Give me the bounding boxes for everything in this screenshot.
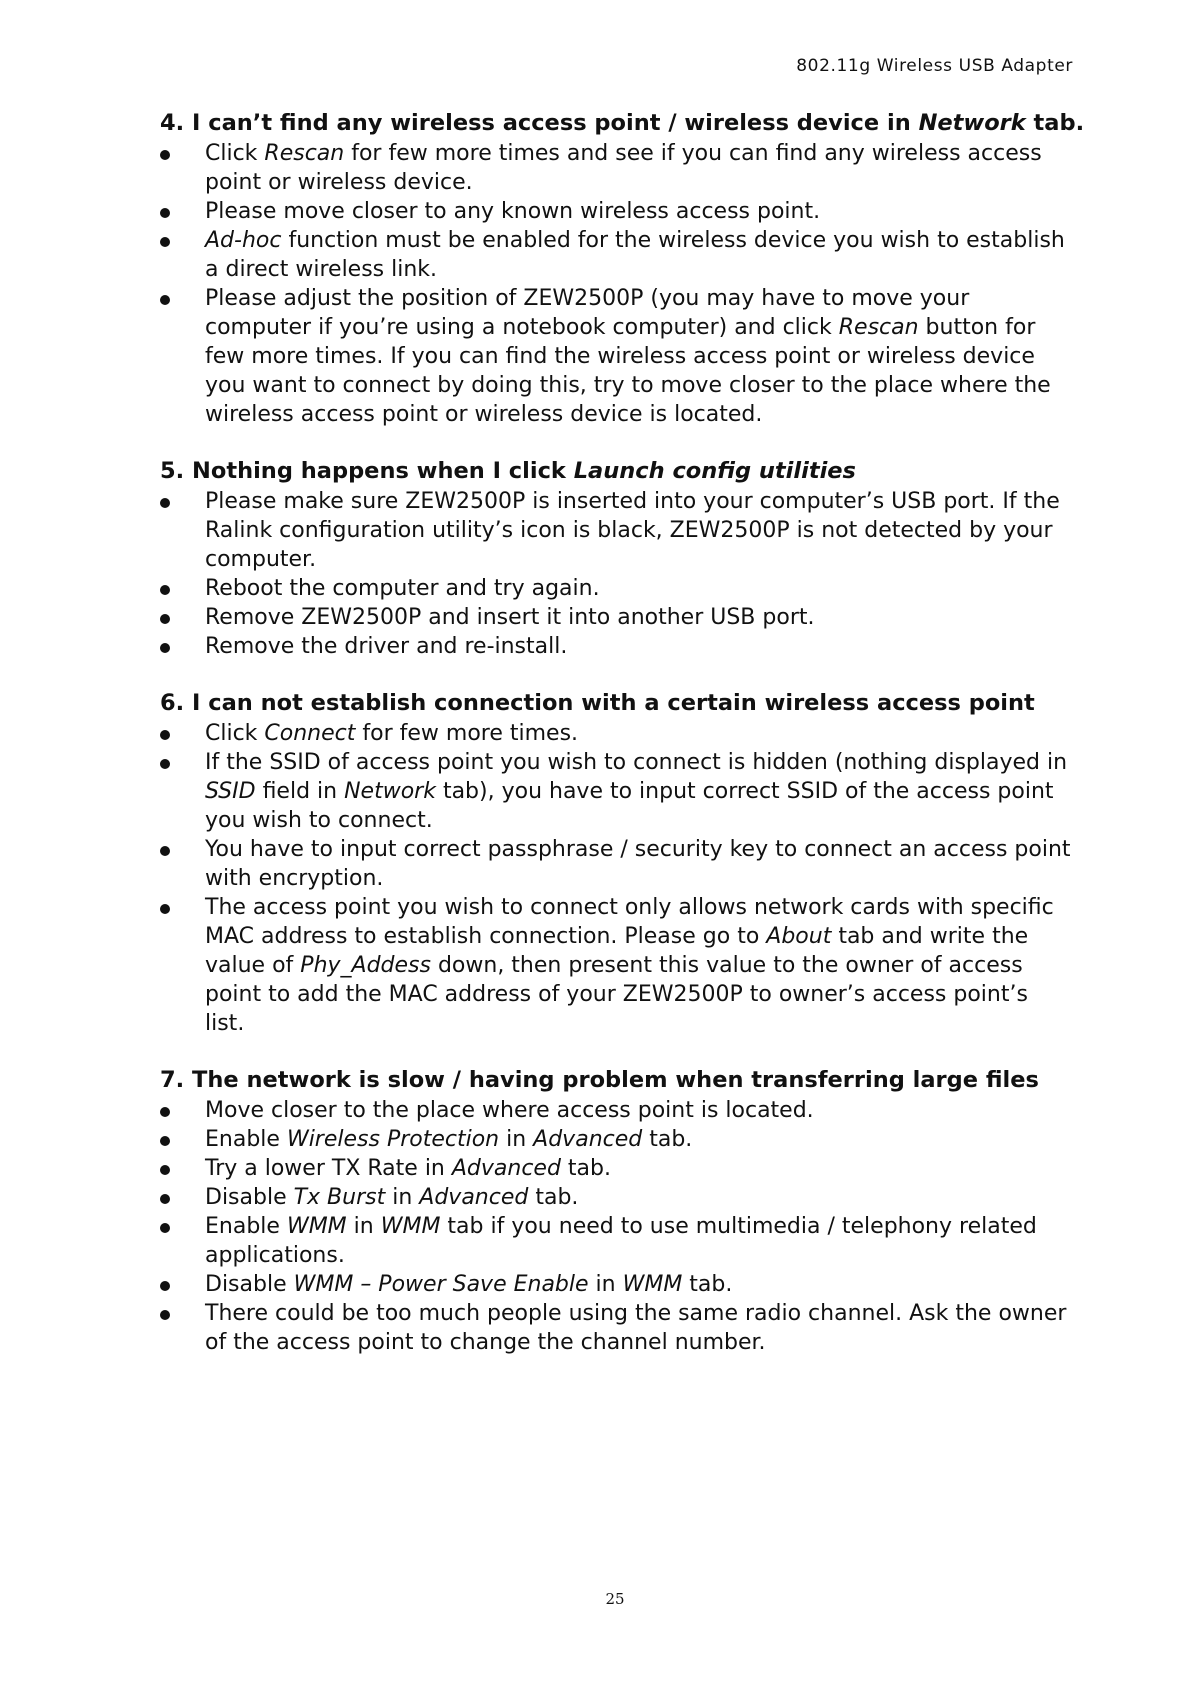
list-item bbox=[160, 197, 1073, 226]
text-run: You have to input correct passphrase / security key to connect an access point with encryption. bbox=[205, 837, 1071, 891]
bullet-icon bbox=[160, 643, 170, 653]
emphasized-term: Rescan bbox=[264, 141, 345, 166]
text-run: Please move closer to any known wireless access point. bbox=[205, 199, 821, 224]
text-run: tab and write the value of bbox=[205, 924, 1029, 978]
text-run: field in bbox=[255, 779, 345, 804]
item-text bbox=[205, 1096, 1073, 1125]
item-text bbox=[205, 603, 1073, 632]
text-run: function must be enabled for the wireless device you wish to establish a direct wireless link. bbox=[205, 228, 1065, 282]
bullet-icon bbox=[160, 150, 170, 160]
bullet-icon bbox=[160, 1165, 170, 1175]
text-run: Please make sure ZEW2500P is inserted into your computer’s USB port. If the Ralink configuration utility’s icon is black, ZEW2500P is not detected by your computer. bbox=[205, 489, 1060, 572]
heading-text: Network bbox=[918, 110, 1026, 136]
list-item bbox=[160, 226, 1073, 284]
list-item bbox=[160, 1270, 1073, 1299]
bullet-list bbox=[160, 719, 1073, 1038]
list-item bbox=[160, 1183, 1073, 1212]
list-item bbox=[160, 748, 1073, 835]
bullet-icon bbox=[160, 730, 170, 740]
text-run: tab. bbox=[682, 1272, 733, 1297]
text-run: Reboot the computer and try again. bbox=[205, 576, 600, 601]
bullet-icon bbox=[160, 1281, 170, 1291]
text-run: tab. bbox=[642, 1127, 693, 1152]
text-run: Click bbox=[205, 721, 265, 746]
list-item bbox=[160, 893, 1073, 1038]
bullet-icon bbox=[160, 237, 170, 247]
bullet-icon bbox=[160, 1310, 170, 1320]
list-item bbox=[160, 1212, 1073, 1270]
list-item bbox=[160, 719, 1073, 748]
item-text bbox=[205, 632, 1073, 661]
bullet-icon bbox=[160, 498, 170, 508]
text-run: Please adjust the position of ZEW2500P (you may have to move your computer if you’re using a notebook computer) and click bbox=[205, 286, 970, 340]
text-run: Try a lower TX Rate in bbox=[205, 1156, 452, 1181]
list-item bbox=[160, 284, 1073, 429]
text-run: button for few more times. If you can find the wireless access point or wireless device you want to connect by doing this, try to move closer to the place where the wireless access point or wireless device is located. bbox=[205, 315, 1051, 427]
bullet-list bbox=[160, 139, 1073, 429]
emphasized-term: Connect bbox=[264, 721, 356, 746]
bullet-icon bbox=[160, 904, 170, 914]
emphasized-term: Phy_Addess bbox=[300, 953, 431, 978]
heading-text: 5. Nothing happens when I click bbox=[160, 458, 574, 484]
faq-section bbox=[160, 1065, 1073, 1357]
text-run: Move closer to the place where access point is located. bbox=[205, 1098, 814, 1123]
list-item bbox=[160, 574, 1073, 603]
text-run: down, then present this value to the owner of access point to add the MAC address of your ZEW2500P to owner’s access point’s list. bbox=[205, 953, 1028, 1036]
emphasized-term: WMM bbox=[380, 1214, 441, 1239]
emphasized-term: Wireless Protection bbox=[286, 1127, 500, 1152]
list-item bbox=[160, 603, 1073, 632]
emphasized-term: About bbox=[766, 924, 832, 949]
text-run: in bbox=[588, 1272, 623, 1297]
bullet-list bbox=[160, 487, 1073, 661]
text-run: Click bbox=[205, 141, 265, 166]
item-text bbox=[205, 748, 1073, 835]
emphasized-term: WMM bbox=[622, 1272, 683, 1297]
emphasized-term: Advanced bbox=[419, 1185, 529, 1210]
faq-section bbox=[160, 456, 1073, 661]
list-item bbox=[160, 835, 1073, 893]
bullet-icon bbox=[160, 759, 170, 769]
bullet-icon bbox=[160, 1194, 170, 1204]
item-text bbox=[205, 893, 1073, 1038]
item-text bbox=[205, 284, 1073, 429]
emphasized-term: Network bbox=[344, 779, 436, 804]
running-header: 802.11g Wireless USB Adapter bbox=[796, 56, 1073, 76]
faq-section bbox=[160, 108, 1085, 429]
text-run: Remove the driver and re-install. bbox=[205, 634, 568, 659]
heading-text: 4. I can’t find any wireless access point / wireless device in bbox=[160, 110, 919, 136]
emphasized-term: Tx Burst bbox=[293, 1185, 386, 1210]
heading-text: tab. bbox=[1025, 110, 1085, 136]
text-run: If the SSID of access point you wish to connect is hidden (nothing displayed in bbox=[205, 750, 1068, 775]
emphasized-term: Advanced bbox=[451, 1156, 561, 1181]
item-text bbox=[205, 487, 1073, 574]
emphasized-term: WMM – Power Save Enable bbox=[293, 1272, 589, 1297]
heading-text: 7. The network is slow / having problem when transferring large files bbox=[160, 1067, 1039, 1093]
item-text bbox=[205, 226, 1073, 284]
item-text bbox=[205, 1270, 1073, 1299]
item-text bbox=[205, 1299, 1073, 1357]
text-run: tab), you have to input correct SSID of the access point you wish to connect. bbox=[205, 779, 1054, 833]
bullet-icon bbox=[160, 295, 170, 305]
section-heading bbox=[160, 1065, 1073, 1095]
emphasized-term: Ad-hoc bbox=[205, 228, 282, 253]
section-heading bbox=[160, 108, 1085, 138]
list-item bbox=[160, 1096, 1073, 1125]
text-run: tab if you need to use multimedia / telephony related applications. bbox=[205, 1214, 1037, 1268]
item-text bbox=[205, 1154, 1073, 1183]
item-text bbox=[205, 197, 1073, 226]
item-text bbox=[205, 139, 1073, 197]
item-text bbox=[205, 719, 1073, 748]
bullet-icon bbox=[160, 208, 170, 218]
text-run: in bbox=[346, 1214, 381, 1239]
item-text bbox=[205, 574, 1073, 603]
item-text bbox=[205, 1212, 1073, 1270]
emphasized-term: Rescan bbox=[838, 315, 919, 340]
bullet-icon bbox=[160, 846, 170, 856]
text-run: in bbox=[499, 1127, 534, 1152]
page-number: 25 bbox=[605, 1590, 625, 1608]
item-text bbox=[205, 1125, 1073, 1154]
text-run: in bbox=[385, 1185, 420, 1210]
bullet-list bbox=[160, 1096, 1073, 1357]
bullet-icon bbox=[160, 585, 170, 595]
faq-section bbox=[160, 688, 1073, 1038]
section-heading bbox=[160, 456, 1073, 486]
heading-text: Launch config utilities bbox=[573, 458, 856, 484]
text-run: tab. bbox=[560, 1156, 611, 1181]
list-item bbox=[160, 632, 1073, 661]
bullet-icon bbox=[160, 614, 170, 624]
emphasized-term: SSID bbox=[205, 779, 256, 804]
list-item bbox=[160, 1154, 1073, 1183]
list-item bbox=[160, 487, 1073, 574]
document-body bbox=[160, 108, 1085, 1384]
text-run: for few more times. bbox=[355, 721, 579, 746]
list-item bbox=[160, 1125, 1073, 1154]
emphasized-term: Advanced bbox=[533, 1127, 643, 1152]
text-run: Disable bbox=[205, 1272, 294, 1297]
item-text bbox=[205, 835, 1073, 893]
text-run: Enable bbox=[205, 1127, 287, 1152]
section-heading bbox=[160, 688, 1073, 718]
list-item bbox=[160, 1299, 1073, 1357]
text-run: Enable bbox=[205, 1214, 287, 1239]
emphasized-term: WMM bbox=[286, 1214, 347, 1239]
list-item bbox=[160, 139, 1073, 197]
bullet-icon bbox=[160, 1107, 170, 1117]
bullet-icon bbox=[160, 1223, 170, 1233]
text-run: There could be too much people using the same radio channel. Ask the owner of the access point to change the channel number. bbox=[205, 1301, 1067, 1355]
heading-text: 6. I can not establish connection with a certain wireless access point bbox=[160, 690, 1035, 716]
bullet-icon bbox=[160, 1136, 170, 1146]
text-run: Remove ZEW2500P and insert it into another USB port. bbox=[205, 605, 815, 630]
text-run: Disable bbox=[205, 1185, 294, 1210]
item-text bbox=[205, 1183, 1073, 1212]
text-run: tab. bbox=[528, 1185, 579, 1210]
text-run: for few more times and see if you can find any wireless access point or wireless device. bbox=[205, 141, 1042, 195]
text-run: The access point you wish to connect only allows network cards with specific MAC address to establish connection. Please go to bbox=[205, 895, 1054, 949]
